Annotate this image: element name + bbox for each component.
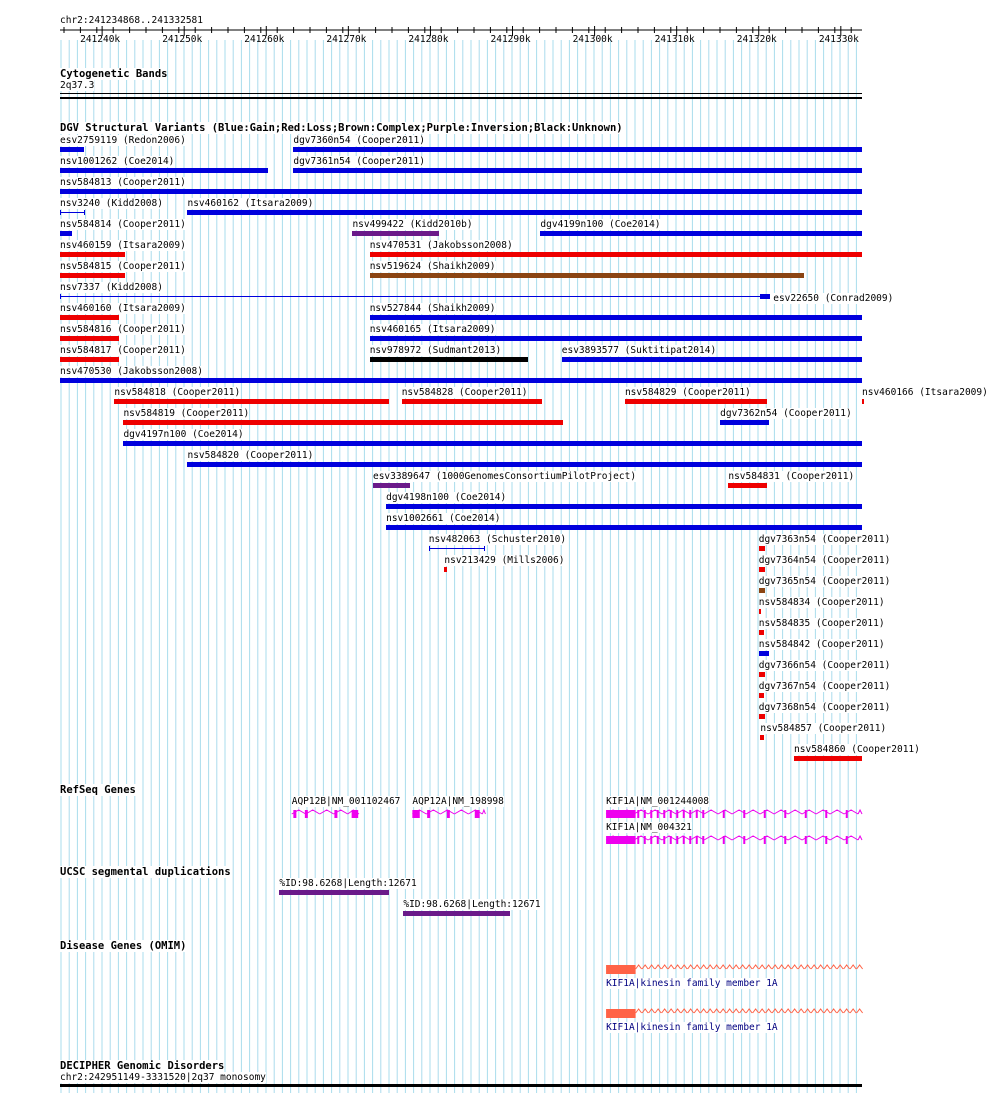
dgv-feature-bar[interactable] xyxy=(187,210,862,215)
dgv-feature-label: dgv7363n54 (Cooper2011) xyxy=(758,534,891,545)
dgv-feature-bar[interactable] xyxy=(759,714,766,719)
dgv-feature-label: esv3893577 (Suktitipat2014) xyxy=(561,345,717,356)
dgv-feature-bar[interactable] xyxy=(760,735,764,740)
ruler-tick-label: 241250k xyxy=(162,34,203,45)
refseq-gene-label: AQP12A|NM_198998 xyxy=(412,796,504,807)
dgv-feature-label: nsv460160 (Itsara2009) xyxy=(60,303,186,314)
dgv-feature-label: nsv460162 (Itsara2009) xyxy=(187,198,314,209)
dgv-feature-line[interactable] xyxy=(60,212,85,213)
dgv-feature-label: dgv7365n54 (Cooper2011) xyxy=(758,576,891,587)
refseq-exon xyxy=(784,836,786,844)
omim-gene-model[interactable] xyxy=(0,964,890,978)
dgv-feature-cap xyxy=(429,546,430,551)
ruler-tick-label: 241240k xyxy=(80,34,121,45)
refseq-exon xyxy=(657,810,659,818)
cytoband-label: 2q37.3 xyxy=(60,80,95,91)
dgv-feature-label: nsv584857 (Cooper2011) xyxy=(760,723,887,734)
dgv-feature-label: nsv460165 (Itsara2009) xyxy=(369,324,496,335)
dgv-feature-label: nsv584860 (Cooper2011) xyxy=(794,744,920,755)
dgv-feature-bar[interactable] xyxy=(60,357,119,362)
segdup-bar[interactable] xyxy=(403,911,510,916)
decipher-label: chr2:242951149-3331520|2q37 monosomy xyxy=(60,1072,266,1083)
dgv-feature-label: dgv7361n54 (Cooper2011) xyxy=(293,156,425,167)
dgv-feature-bar[interactable] xyxy=(187,462,862,467)
dgv-feature-label: nsv584814 (Cooper2011) xyxy=(60,219,186,230)
dgv-feature-bar[interactable] xyxy=(373,483,410,488)
ruler-coordinates: chr2:241234868..241332581 xyxy=(60,15,203,26)
dgv-feature-label: nsv1001262 (Coe2014) xyxy=(60,156,175,167)
refseq-exon xyxy=(805,836,807,844)
dgv-feature-bar[interactable] xyxy=(759,588,766,593)
dgv-feature-bar[interactable] xyxy=(760,294,770,299)
refseq-track-title: RefSeq Genes xyxy=(60,784,136,796)
refseq-gene-label: KIF1A|NM_004321 xyxy=(606,822,692,833)
dgv-feature-bar[interactable] xyxy=(370,273,804,278)
dgv-feature-bar[interactable] xyxy=(60,378,862,383)
dgv-feature-label: nsv460159 (Itsara2009) xyxy=(60,240,186,251)
dgv-feature-bar[interactable] xyxy=(625,399,767,404)
dgv-feature-label: dgv4198n100 (Coe2014) xyxy=(386,492,507,503)
dgv-feature-label: dgv7367n54 (Cooper2011) xyxy=(758,681,891,692)
dgv-feature-label: dgv4199n100 (Coe2014) xyxy=(540,219,661,230)
decipher-track-title: DECIPHER Genomic Disorders xyxy=(60,1060,225,1072)
dgv-feature-bar[interactable] xyxy=(60,168,268,173)
dgv-feature-label: nsv584842 (Cooper2011) xyxy=(758,639,885,650)
dgv-feature-label: esv22650 (Conrad2009) xyxy=(773,293,894,304)
refseq-exon xyxy=(702,810,704,818)
dgv-feature-bar[interactable] xyxy=(60,273,125,278)
refseq-exon xyxy=(676,836,678,844)
dgv-feature-label: nsv584831 (Cooper2011) xyxy=(728,471,855,482)
refseq-exon xyxy=(637,836,639,844)
dgv-feature-label: dgv7362n54 (Cooper2011) xyxy=(720,408,852,419)
dgv-feature-bar[interactable] xyxy=(60,231,72,236)
dgv-feature-label: nsv584828 (Cooper2011) xyxy=(401,387,528,398)
refseq-exon xyxy=(683,836,685,844)
refseq-exon xyxy=(670,836,672,844)
refseq-exon xyxy=(637,810,639,818)
dgv-feature-label: esv3389647 (1000GenomesConsortiumPilotProject) xyxy=(372,471,637,482)
dgv-feature-bar[interactable] xyxy=(370,252,862,257)
refseq-exon xyxy=(663,810,665,818)
ruler-tick-label: 241280k xyxy=(408,34,449,45)
cytoband-separator xyxy=(60,93,862,94)
dgv-feature-label: nsv584820 (Cooper2011) xyxy=(187,450,314,461)
omim-intron-line xyxy=(636,1009,863,1013)
ruler-tick-label: 241260k xyxy=(244,34,285,45)
dgv-feature-label: dgv7364n54 (Cooper2011) xyxy=(758,555,891,566)
refseq-exon xyxy=(670,810,672,818)
refseq-exon xyxy=(644,836,646,844)
dgv-feature-bar[interactable] xyxy=(293,168,862,173)
refseq-exon xyxy=(676,810,678,818)
dgv-feature-bar[interactable] xyxy=(123,441,862,446)
refseq-gene-model[interactable] xyxy=(0,805,890,825)
ruler-tick-label: 241330k xyxy=(818,34,859,45)
dgv-feature-bar[interactable] xyxy=(370,357,528,362)
dgv-feature-bar[interactable] xyxy=(352,231,438,236)
dgv-feature-label: nsv470530 (Jakobsson2008) xyxy=(60,366,203,377)
dgv-feature-label: dgv7366n54 (Cooper2011) xyxy=(758,660,891,671)
dgv-feature-bar[interactable] xyxy=(862,399,864,404)
omim-gene-label[interactable]: KIF1A|kinesin family member 1A xyxy=(606,978,778,989)
ruler-tick-label: 241290k xyxy=(490,34,531,45)
refseq-gene-label: KIF1A|NM_001244008 xyxy=(606,796,710,807)
dgv-feature-bar[interactable] xyxy=(759,567,766,572)
cytobands-track-title: Cytogenetic Bands xyxy=(60,68,168,80)
dgv-feature-label: nsv584813 (Cooper2011) xyxy=(60,177,186,188)
dgv-feature-label: nsv7337 (Kidd2008) xyxy=(60,282,163,293)
refseq-exon xyxy=(650,836,652,844)
dgv-feature-bar[interactable] xyxy=(114,399,389,404)
dgv-feature-cap xyxy=(84,210,85,215)
refseq-exon xyxy=(683,810,685,818)
dgv-feature-bar[interactable] xyxy=(759,609,761,614)
omim-intron-line xyxy=(636,965,863,969)
dgv-feature-bar[interactable] xyxy=(60,336,119,341)
refseq-exon xyxy=(805,810,807,818)
refseq-exon xyxy=(784,810,786,818)
refseq-exon xyxy=(606,810,636,818)
refseq-exon xyxy=(663,836,665,844)
dgv-feature-bar[interactable] xyxy=(60,315,119,320)
refseq-exon xyxy=(743,810,745,818)
dgv-feature-label: nsv584817 (Cooper2011) xyxy=(60,345,186,356)
dgv-feature-bar[interactable] xyxy=(759,546,766,551)
segdup-label: %ID:98.6268|Length:12671 xyxy=(279,878,417,889)
dgv-feature-label: nsv470531 (Jakobsson2008) xyxy=(369,240,513,251)
dgv-feature-cap xyxy=(484,546,485,551)
dgv-feature-bar[interactable] xyxy=(759,651,769,656)
dgv-feature-bar[interactable] xyxy=(720,420,768,425)
segdup-track-title: UCSC segmental duplications xyxy=(60,866,231,878)
dgv-feature-label: nsv1002661 (Coe2014) xyxy=(386,513,501,524)
dgv-feature-bar[interactable] xyxy=(562,357,862,362)
ruler-tick-label: 241270k xyxy=(326,34,367,45)
dgv-feature-label: dgv7368n54 (Cooper2011) xyxy=(758,702,891,713)
dgv-feature-bar[interactable] xyxy=(370,315,862,320)
omim-exon xyxy=(606,1009,636,1018)
dgv-feature-bar[interactable] xyxy=(759,630,764,635)
dgv-feature-bar[interactable] xyxy=(728,483,767,488)
ruler-tick-label: 241300k xyxy=(572,34,613,45)
dgv-feature-bar[interactable] xyxy=(60,147,84,152)
refseq-exon xyxy=(723,836,725,844)
dgv-track-title: DGV Structural Variants (Blue:Gain;Red:Loss;Brown:Complex;Purple:Inversion;Black:Unknown) xyxy=(60,122,623,134)
ruler-tick-label: 241320k xyxy=(736,34,777,45)
dgv-feature-label: esv2759119 (Redon2006) xyxy=(60,135,186,146)
refseq-exon xyxy=(702,836,704,844)
dgv-feature-label: nsv519624 (Shaikh2009) xyxy=(369,261,496,272)
omim-track-title: Disease Genes (OMIM) xyxy=(60,940,187,952)
dgv-feature-label: nsv3240 (Kidd2008) xyxy=(60,198,163,209)
dgv-feature-cap xyxy=(60,294,61,299)
dgv-feature-line[interactable] xyxy=(429,548,486,549)
refseq-gene-label: AQP12B|NM_001102467 xyxy=(291,796,401,807)
dgv-feature-bar[interactable] xyxy=(60,189,862,194)
dgv-feature-line[interactable] xyxy=(60,296,767,297)
dgv-feature-bar[interactable] xyxy=(759,693,764,698)
refseq-exon xyxy=(657,836,659,844)
refseq-exon xyxy=(743,836,745,844)
refseq-exon xyxy=(825,810,827,818)
dgv-feature-label: nsv584818 (Cooper2011) xyxy=(114,387,241,398)
dgv-feature-label: nsv584819 (Cooper2011) xyxy=(123,408,250,419)
refseq-exon xyxy=(764,836,766,844)
dgv-feature-bar[interactable] xyxy=(60,252,125,257)
dgv-feature-label: nsv584834 (Cooper2011) xyxy=(758,597,885,608)
dgv-feature-label: nsv482063 (Schuster2010) xyxy=(428,534,567,545)
dgv-feature-label: nsv978972 (Sudmant2013) xyxy=(369,345,502,356)
omim-gene-label[interactable]: KIF1A|kinesin family member 1A xyxy=(606,1022,778,1033)
dgv-feature-bar[interactable] xyxy=(123,420,563,425)
refseq-exon xyxy=(689,810,691,818)
dgv-feature-cap xyxy=(60,210,61,215)
dgv-feature-bar[interactable] xyxy=(386,525,862,530)
dgv-feature-label: nsv527844 (Shaikh2009) xyxy=(369,303,496,314)
refseq-exon xyxy=(689,836,691,844)
refseq-exon xyxy=(764,810,766,818)
refseq-exon xyxy=(846,810,848,818)
dgv-feature-bar[interactable] xyxy=(540,231,862,236)
refseq-exon xyxy=(696,810,698,818)
dgv-feature-bar[interactable] xyxy=(293,147,862,152)
cytoband-ideogram xyxy=(60,97,862,99)
dgv-feature-bar[interactable] xyxy=(794,756,862,761)
segdup-label: %ID:98.6268|Length:12671 xyxy=(403,899,541,910)
dgv-feature-label: nsv584816 (Cooper2011) xyxy=(60,324,186,335)
dgv-feature-bar[interactable] xyxy=(386,504,862,509)
dgv-feature-bar[interactable] xyxy=(402,399,542,404)
refseq-exon xyxy=(696,836,698,844)
refseq-gene-model[interactable] xyxy=(0,831,890,851)
dgv-feature-label: nsv584815 (Cooper2011) xyxy=(60,261,186,272)
dgv-feature-label: nsv584835 (Cooper2011) xyxy=(758,618,885,629)
dgv-feature-label: nsv213429 (Mills2006) xyxy=(444,555,565,566)
dgv-feature-bar[interactable] xyxy=(370,336,862,341)
dgv-feature-bar[interactable] xyxy=(759,672,766,677)
refseq-exon xyxy=(650,810,652,818)
refseq-exon xyxy=(606,836,636,844)
refseq-exon xyxy=(825,836,827,844)
dgv-feature-label: dgv4197n100 (Coe2014) xyxy=(123,429,244,440)
dgv-feature-bar[interactable] xyxy=(444,567,446,572)
dgv-feature-label: nsv584829 (Cooper2011) xyxy=(624,387,751,398)
decipher-bar xyxy=(60,1084,862,1087)
dgv-feature-label: nsv499422 (Kidd2010b) xyxy=(352,219,473,230)
refseq-exon xyxy=(723,810,725,818)
dgv-feature-label: dgv7360n54 (Cooper2011) xyxy=(293,135,425,146)
omim-gene-model[interactable] xyxy=(0,1008,890,1022)
dgv-feature-label: nsv460166 (Itsara2009) xyxy=(862,387,988,398)
segdup-bar[interactable] xyxy=(279,890,388,895)
refseq-exon xyxy=(846,836,848,844)
omim-exon xyxy=(606,965,636,974)
refseq-exon xyxy=(644,810,646,818)
ruler-tick-label: 241310k xyxy=(654,34,695,45)
